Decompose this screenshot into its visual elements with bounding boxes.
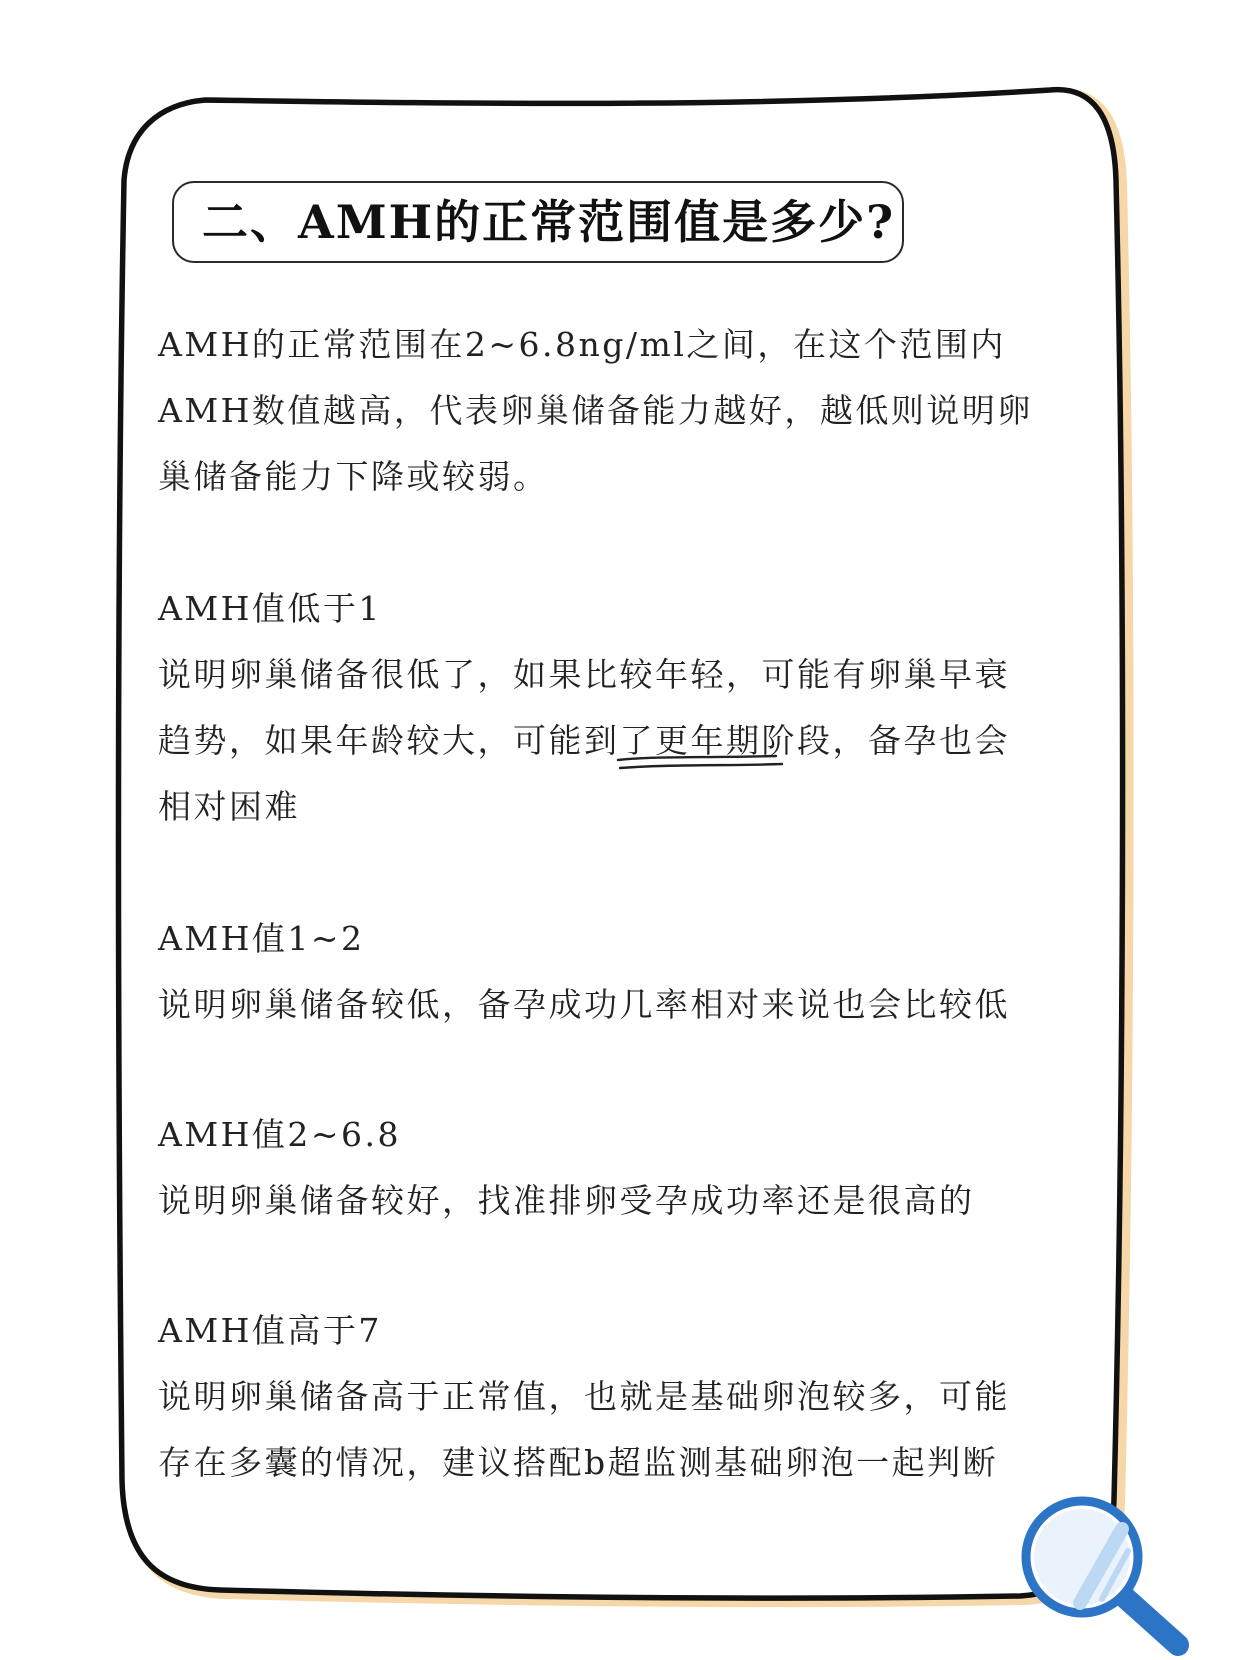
section-text: 趋势，如果年龄较大，可能到 xyxy=(158,721,620,760)
section-line: 说明卵巢储备很低了，如果比较年轻，可能有卵巢早衰 xyxy=(158,655,1010,694)
section-line: 存在多囊的情况，建议搭配b超监测基础卵泡一起判断 xyxy=(158,1443,999,1482)
intro-line-3: 巢储备能力下降或较弱。 xyxy=(158,457,549,496)
section-heading: AMH值高于7 xyxy=(158,1311,382,1350)
content-body xyxy=(158,312,1098,1496)
underlined-text: 了更年期 xyxy=(619,721,762,760)
section-text: 阶段，备孕也会 xyxy=(761,721,1010,760)
title-box xyxy=(172,181,904,263)
section-line: 说明卵巢储备较低，备孕成功几率相对来说也会比较低 xyxy=(158,985,1010,1024)
section-line: 相对困难 xyxy=(158,787,300,826)
magnifying-glass-icon xyxy=(1010,1485,1200,1660)
section-line: 说明卵巢储备高于正常值，也就是基础卵泡较多，可能 xyxy=(158,1377,1010,1416)
section-heading: AMH值2~6.8 xyxy=(158,1115,402,1154)
section-heading: AMH值低于1 xyxy=(158,589,382,628)
intro-line-2: AMH数值越高，代表卵巢储备能力越好，越低则说明卵 xyxy=(158,391,1033,430)
hand-underline xyxy=(616,752,786,774)
section-line: 说明卵巢储备较好，找准排卵受孕成功率还是很高的 xyxy=(158,1181,975,1220)
underlined-phrase xyxy=(620,708,762,774)
section-line xyxy=(158,708,1098,774)
section-heading: AMH值1~2 xyxy=(158,919,365,958)
page-title: 二、AMH的正常范围值是多少? xyxy=(202,195,896,249)
intro-line-1: AMH的正常范围在2~6.8ng/ml之间，在这个范围内 xyxy=(158,325,1006,364)
